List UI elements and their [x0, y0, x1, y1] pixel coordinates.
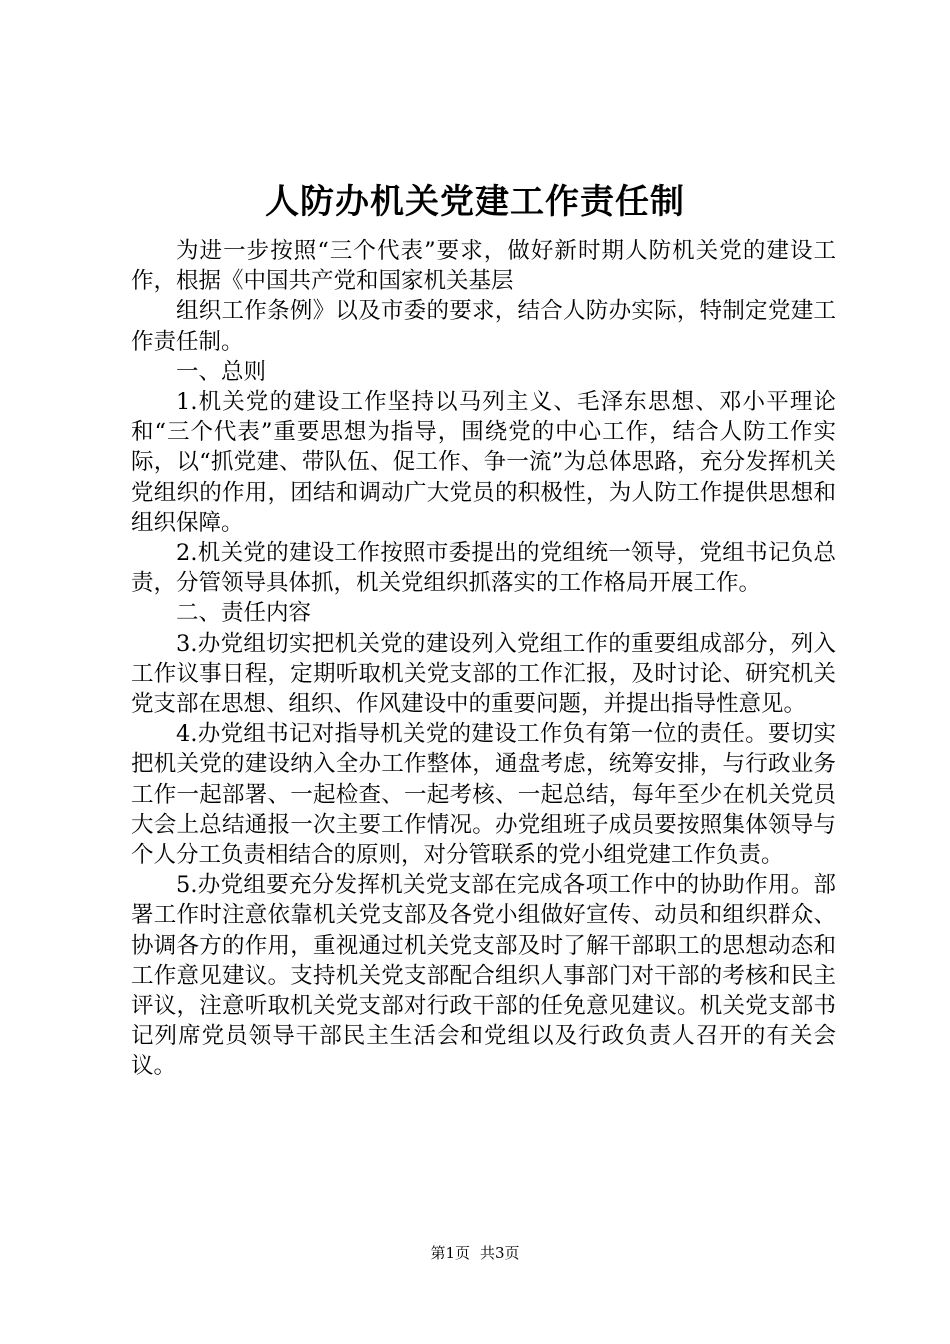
paragraph-item-4: 4.办党组书记对指导机关党的建设工作负有第一位的责任。要切实把机关党的建设纳入全办工作整体，通盘考虑，统筹安排，与行政业务工作一起部署、一起检查、一起考核、一起总结，每年至少在机关党员大会上总结通报一次主要工作情况。办党组班子成员要按照集体领导与个人分工负责相结合的原则，对分管联系的党小组党建工作负责。: [131, 721, 836, 869]
paragraph-item-2: 2.机关党的建设工作按照市委提出的党组统一领导，党组书记负总责，分管领导具体抓，机关党组织抓落实的工作格局开展工作。: [131, 540, 836, 597]
document-body: [131, 236, 836, 1082]
paragraph-item-1: 1.机关党的建设工作坚持以马列主义、毛泽东思想、邓小平理论和“三个代表”重要思想为指导，围绕党的中心工作，结合人防工作实际，以“抓党建、带队伍、促工作、争一流”为总体思路，充分发挥机关党组织的作用，团结和调动广大党员的积极性，为人防工作提供思想和组织保障。: [131, 389, 836, 536]
document-title: 人防办机关党建工作责任制: [265, 182, 685, 222]
paragraph-item-3: 3.办党组切实把机关党的建设列入党组工作的重要组成部分，列入工作议事日程，定期听取机关党支部的工作汇报，及时讨论、研究机关党支部在思想、组织、作风建设中的重要问题，并提出指导性意见。: [131, 630, 836, 718]
page-footer: [0, 1243, 950, 1263]
paragraph-intro-continued: 组织工作条例》以及市委的要求，结合人防办实际，特制定党建工作责任制。: [131, 298, 836, 355]
paragraph-item-5: 5.办党组要充分发挥机关党支部在完成各项工作中的协助作用。部署工作时注意依靠机关党支部及各党小组做好宣传、动员和组织群众、协调各方的作用，重视通过机关党支部及时了解干部职工的思想动态和工作意见建议。支持机关党支部配合组织人事部门对干部的考核和民主评议，注意听取机关党支部对行政干部的任免意见建议。机关党支部书记列席党员领导干部民主生活会和党组以及行政负责人召开的有关会议。: [131, 872, 836, 1080]
page-total: 共3页: [480, 1244, 520, 1262]
section-heading-responsibilities: 二、责任内容: [176, 600, 312, 627]
paragraph-intro: 为进一步按照“三个代表”要求，做好新时期人防机关党的建设工作，根据《中国共产党和国家机关基层: [131, 238, 836, 295]
section-heading-general: 一、总则: [176, 358, 267, 385]
page-number: 第1页: [430, 1244, 470, 1262]
